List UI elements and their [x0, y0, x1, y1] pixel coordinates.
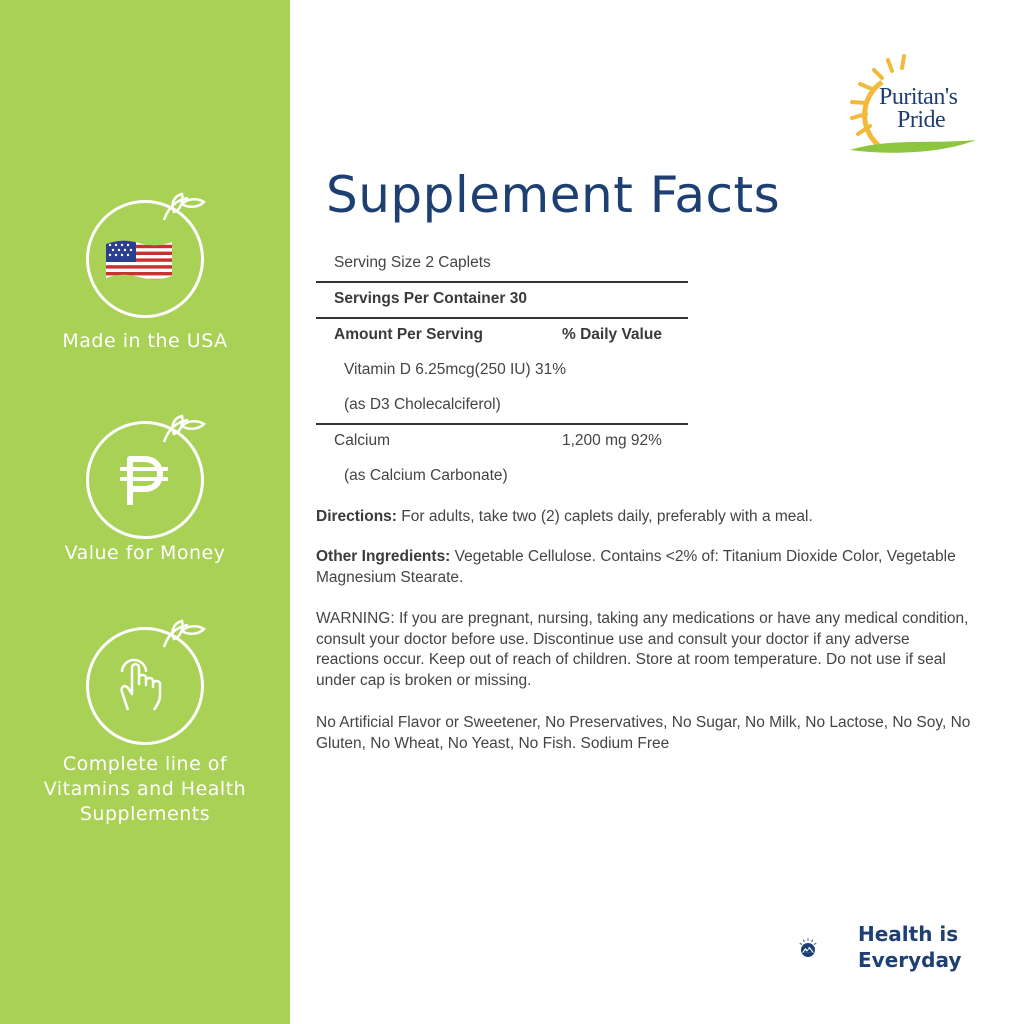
brand-line-1: Puritan's — [879, 84, 958, 110]
other-ingredients-label: Other Ingredients: — [316, 548, 451, 565]
health-badge-icon — [798, 918, 858, 978]
us-flag-icon — [104, 238, 174, 282]
leaf-icon — [160, 617, 206, 651]
directions-text — [316, 507, 976, 528]
page-title: Supplement Facts — [326, 166, 781, 224]
feature-label: Value for Money — [64, 542, 226, 564]
directions-label: Directions: — [316, 508, 397, 525]
brand-logo-text — [879, 86, 958, 132]
leaf-icon — [160, 190, 206, 224]
directions-body: For adults, take two (2) caplets daily, preferably with a meal. — [396, 508, 813, 525]
other-ingredients-body: Vegetable Cellulose. Contains <2% of: Titanium Dioxide Color, Vegetable Magnesium Stearate. — [316, 548, 956, 586]
feature-label: Made in the USA — [62, 330, 228, 352]
brand-line-2: Pride — [897, 107, 946, 133]
peso-icon — [116, 455, 172, 509]
feature-sidebar — [0, 0, 290, 1024]
facts-row-calcium: Calcium 1,200 mg 92% — [334, 432, 662, 449]
hand-pointer-icon — [116, 652, 172, 714]
free-from-text: No Artificial Flavor or Sweetener, No Preservatives, No Sugar, No Milk, No Lactose, No Soy, No Gluten, No Wheat, No Yeast, No Fish. Sodium Free — [316, 714, 971, 752]
facts-row-calcium-source: (as Calcium Carbonate) — [344, 467, 508, 484]
facts-row-header: Amount Per Serving % Daily Value — [334, 326, 662, 343]
facts-row-vitamin-d: Vitamin D 6.25mcg(250 IU) 31% — [344, 361, 566, 378]
leaf-icon — [160, 412, 206, 446]
feature-label: Complete line of Vitamins and Health Supplements — [43, 753, 247, 825]
facts-row-serving-size: Serving Size 2 Caplets — [334, 254, 491, 271]
warning-text: WARNING: If you are pregnant, nursing, taking any medications or have any medical condition, consult your doctor before use. Discontinue use and consult your doctor if any adverse reactions occur. Keep out of reach of children. Store at room temperature. Do not use if seal under cap is broken or missing. — [316, 610, 969, 689]
facts-row-vitamin-d-source: (as D3 Cholecalciferol) — [344, 396, 501, 413]
health-is-everyday-slogan: Health is Everyday — [858, 922, 962, 972]
other-ingredients-text — [316, 547, 976, 588]
facts-row-servings-per-container: Servings Per Container 30 — [334, 290, 527, 307]
